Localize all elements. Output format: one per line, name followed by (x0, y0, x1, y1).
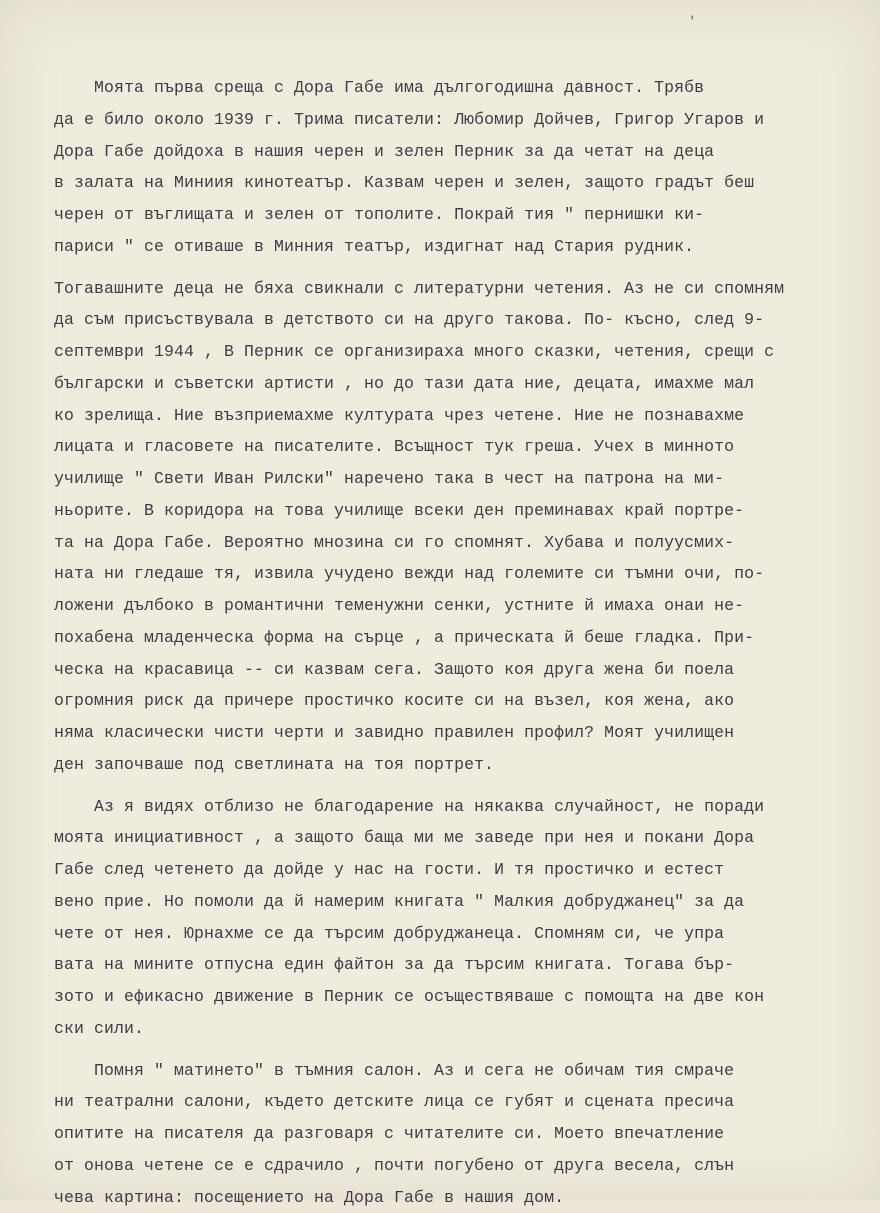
text-line: Моята първа среща с Дора Габе има дългогодишна давност. Трябв (54, 72, 880, 104)
text-line: вено прие. Но помоли да й намерим книгата " Малкия добруджанец" за да (54, 886, 880, 918)
text-line: ната ни гледаше тя, извила учудено вежди над големите си тъмни очи, по- (54, 558, 880, 590)
text-line: ложени дълбоко в романтични теменужни сенки, устните й имаха онаи не- (54, 590, 880, 622)
text-line: няма класически чисти черти и завидно правилен профил? Моят училищен (54, 717, 880, 749)
paragraph (54, 273, 880, 781)
text-line: чева картина: посещението на Дора Габе в нашия дом. (54, 1182, 880, 1213)
text-line: септември 1944 , В Перник се организираха много сказки, четения, срещи с (54, 336, 880, 368)
paragraph-gap (54, 263, 880, 273)
text-line: ко зрелища. Ние възприемахме културата чрез четене. Ние не познавахме (54, 400, 880, 432)
text-line: да съм присъствувала в детството си на друго такова. По- късно, след 9- (54, 304, 880, 336)
text-line: вата на мините отпусна един файтон за да търсим книгата. Тогава бър- (54, 949, 880, 981)
text-line: моята инициативност , а защото баща ми ме заведе при нея и покани Дора (54, 822, 880, 854)
text-line: зото и ефикасно движение в Перник се осъществяваше с помощта на две кон (54, 981, 880, 1013)
paragraph (54, 791, 880, 1045)
paragraph (54, 72, 880, 263)
text-line: париси " се отиваше в Минния театър, издигнат над Стария рудник. (54, 231, 880, 263)
text-line: ден започваше под светлината на тоя портрет. (54, 749, 880, 781)
text-line: Дора Габе дойдоха в нашия черен и зелен Перник за да четат на деца (54, 136, 880, 168)
text-line: Помня " матинето" в тъмния салон. Аз и сега не обичам тия смраче (54, 1055, 880, 1087)
text-line: опитите на писателя да разговаря с читателите си. Моето впечатление (54, 1118, 880, 1150)
text-line: български и съветски артисти , но до тази дата ние, децата, имахме мал (54, 368, 880, 400)
paragraph-gap (54, 1045, 880, 1055)
page-mark: ' (688, 14, 696, 30)
text-line: черен от въглищата и зелен от тополите. Покрай тия " пернишки ки- (54, 199, 880, 231)
text-line: Габе след четенето да дойде у нас на гости. И тя простичко и естест (54, 854, 880, 886)
text-line: огромния риск да причере простичко косите си на възел, коя жена, ако (54, 685, 880, 717)
text-line: училище " Свети Иван Рилски" наречено така в чест на патрона на ми- (54, 463, 880, 495)
text-line: лицата и гласовете на писателите. Всъщност тук греша. Учех в минното (54, 431, 880, 463)
text-line: от онова четене се е сдрачило , почти погубено от друга весела, слън (54, 1150, 880, 1182)
text-line: ньорите. В коридора на това училище всеки ден преминавах край портре- (54, 495, 880, 527)
paragraph (54, 1055, 880, 1213)
text-line: в залата на Миниия кинотеатър. Казвам черен и зелен, защото градът беш (54, 167, 880, 199)
text-line: ски сили. (54, 1013, 880, 1045)
text-line: ни театрални салони, където детските лица се губят и сцената пресича (54, 1086, 880, 1118)
text-line: похабена младенческа форма на сърце , а прическата й беше гладка. При- (54, 622, 880, 654)
text-line: та на Дора Габе. Вероятно мнозина си го спомнят. Хубава и полуусмих- (54, 527, 880, 559)
text-line: ческа на красавица -- си казвам сега. Защото коя друга жена би поела (54, 654, 880, 686)
document-body (54, 72, 880, 1213)
paragraph-gap (54, 781, 880, 791)
text-line: да е било около 1939 г. Трима писатели: Любомир Дойчев, Григор Угаров и (54, 104, 880, 136)
text-line: чете от нея. Юрнахме се да търсим добруджанеца. Спомням си, че упра (54, 918, 880, 950)
text-line: Тогавашните деца не бяха свикнали с литературни четения. Аз не си спомням (54, 273, 880, 305)
text-line: Аз я видях отблизо не благодарение на някаква случайност, не поради (54, 791, 880, 823)
